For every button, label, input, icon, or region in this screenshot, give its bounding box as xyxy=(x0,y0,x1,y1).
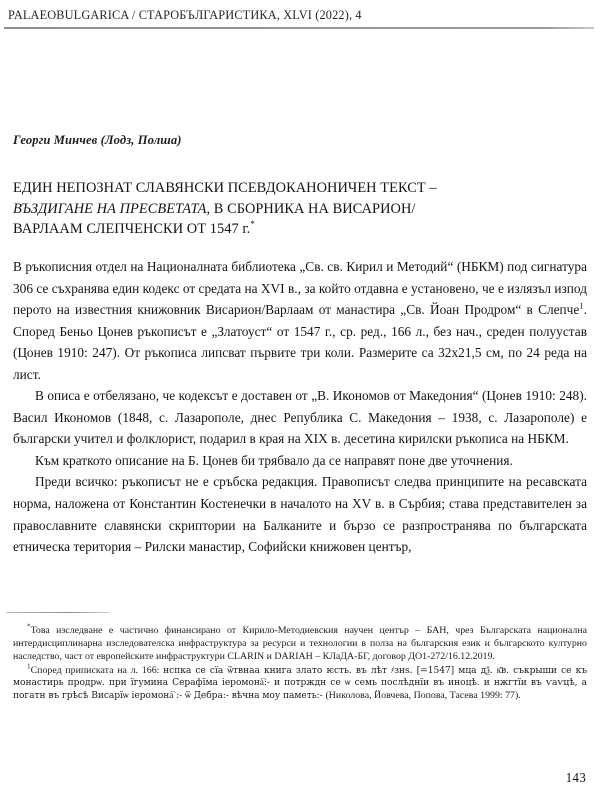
footnote-2-marker: 1 xyxy=(27,662,31,671)
body-paragraph-1-part-a: В ръкописния отдел на Националната библиотека „Св. св. Кирил и Методий“ (НБКМ) под сигнатура 306 се съхранява един кодекс от средата на XVI в., за който отдавна е установено, че е излязъл изпод перото на известния книжовник Висарион/Варлаам от манастира „Св. Йоан Продром“ в Слепче xyxy=(13,259,587,318)
body-paragraph-4: Преди всичко: ръкописът не е сръбска редакция. Правописът следва принципите на ресавската норма, наложена от Константин Костенечки в началото на XV в. в Сърбия; става представителен за православните славянски скриптории на Балканите и бързо се разпространява по българската етническа територия – Рилски манастир, Софийски книжовен център, xyxy=(13,474,587,555)
page-number: 143 xyxy=(565,770,586,785)
footnote-1 xyxy=(13,622,587,664)
title-line-2-rest: , В СБОРНИКА НА ВИСАРИОН/ xyxy=(206,200,416,217)
body-paragraph-3: Към краткото описание на Б. Цонев би трябвало да се направят поне две уточнения. xyxy=(35,452,513,468)
title-line-2 xyxy=(13,199,588,220)
header-rule xyxy=(4,27,594,29)
body-paragraph-1-part-b: . Според Беньо Цонев ръкописът е „Златоуст“ от 1547 г., ср. ред., 166 л., без нач., среден полуустав (Цонев 1910: 247). От ръкописа липсват първите три коли. Размерите са 32x21,5 см, по 24 реда на лист. xyxy=(13,302,587,382)
title-line-3-text: ВАРЛААМ СЛЕПЧЕНСКИ ОТ 1547 г. xyxy=(13,221,251,238)
title-line-2-italic: ВЪЗДИГАНЕ НА ПРЕСВЕТАТА xyxy=(13,200,207,217)
title-line-3 xyxy=(13,219,588,240)
footnote-2-intro: Според приписката на л. 166: xyxy=(30,664,164,676)
body-footnote-marker-1: 1 xyxy=(579,300,584,311)
footnote-1-marker: * xyxy=(27,622,31,631)
footnote-1-text: Това изследване е частично финансирано от Кирило-Методиевския научен център – БАН, чрез Българската национална интердисциплинарна изследователска инфраструктура за ресурси и технологии в полза на българския език и българското културно наследство, част от европейските инфраструктури CLARIN и DARIAH – КЛаДА-БГ, договор ДО1-272/16.12.2019. xyxy=(13,625,587,662)
author-byline: Георги Минчев (Лодз, Полша) xyxy=(13,133,182,147)
article-body xyxy=(13,256,587,558)
footnote-2-slavonic-citation: нспка се сїа ѿтвнаа книга злато ѥсть. въ лѣт ҂знѕ. [=1547] мца дѯ. к҃в. съкрыши се къ монастирь продрѡ. при їгумина Серафїма іеромона҇:- и потрждн се ѡ семь послѣднїи въ иноцѣ. и нжгтїи въ ѵаѵцѣ, а погатн въ грѣсѣ Висарїѡ іеромона҇ :- ѿ Дебра:- вѣчна моу паметь:- xyxy=(13,665,587,701)
article-title xyxy=(13,178,588,240)
running-head: PALAEOBULGARICA / СТАРОБЪЛГАРИСТИКА, XLVI (2022), 4 xyxy=(8,8,362,22)
body-paragraph-1 xyxy=(13,256,587,385)
body-paragraph-2: В описа е отбелязано, че кодексът е доставен от „В. Икономов от Македония“ (Цонев 1910: 248). Васил Икономов (1848, с. Лазарополе, днес Република С. Македония – 1938, с. Лазарополе) е български учител и фолклорист, подарил в края на XIX в. десетина кирилски ръкописа на НБКМ. xyxy=(13,388,587,447)
footnotes-section xyxy=(13,622,587,702)
title-footnote-marker: * xyxy=(250,219,255,230)
title-line-1: ЕДИН НЕПОЗНАТ СЛАВЯНСКИ ПСЕВДОКАНОНИЧЕН ТЕКСТ – xyxy=(13,180,437,196)
footnote-2-reference: (Николова, Йовчева, Попова, Тасева 1999: 77). xyxy=(325,689,521,701)
footnote-separator-rule xyxy=(6,612,110,613)
footnote-2 xyxy=(13,662,587,702)
